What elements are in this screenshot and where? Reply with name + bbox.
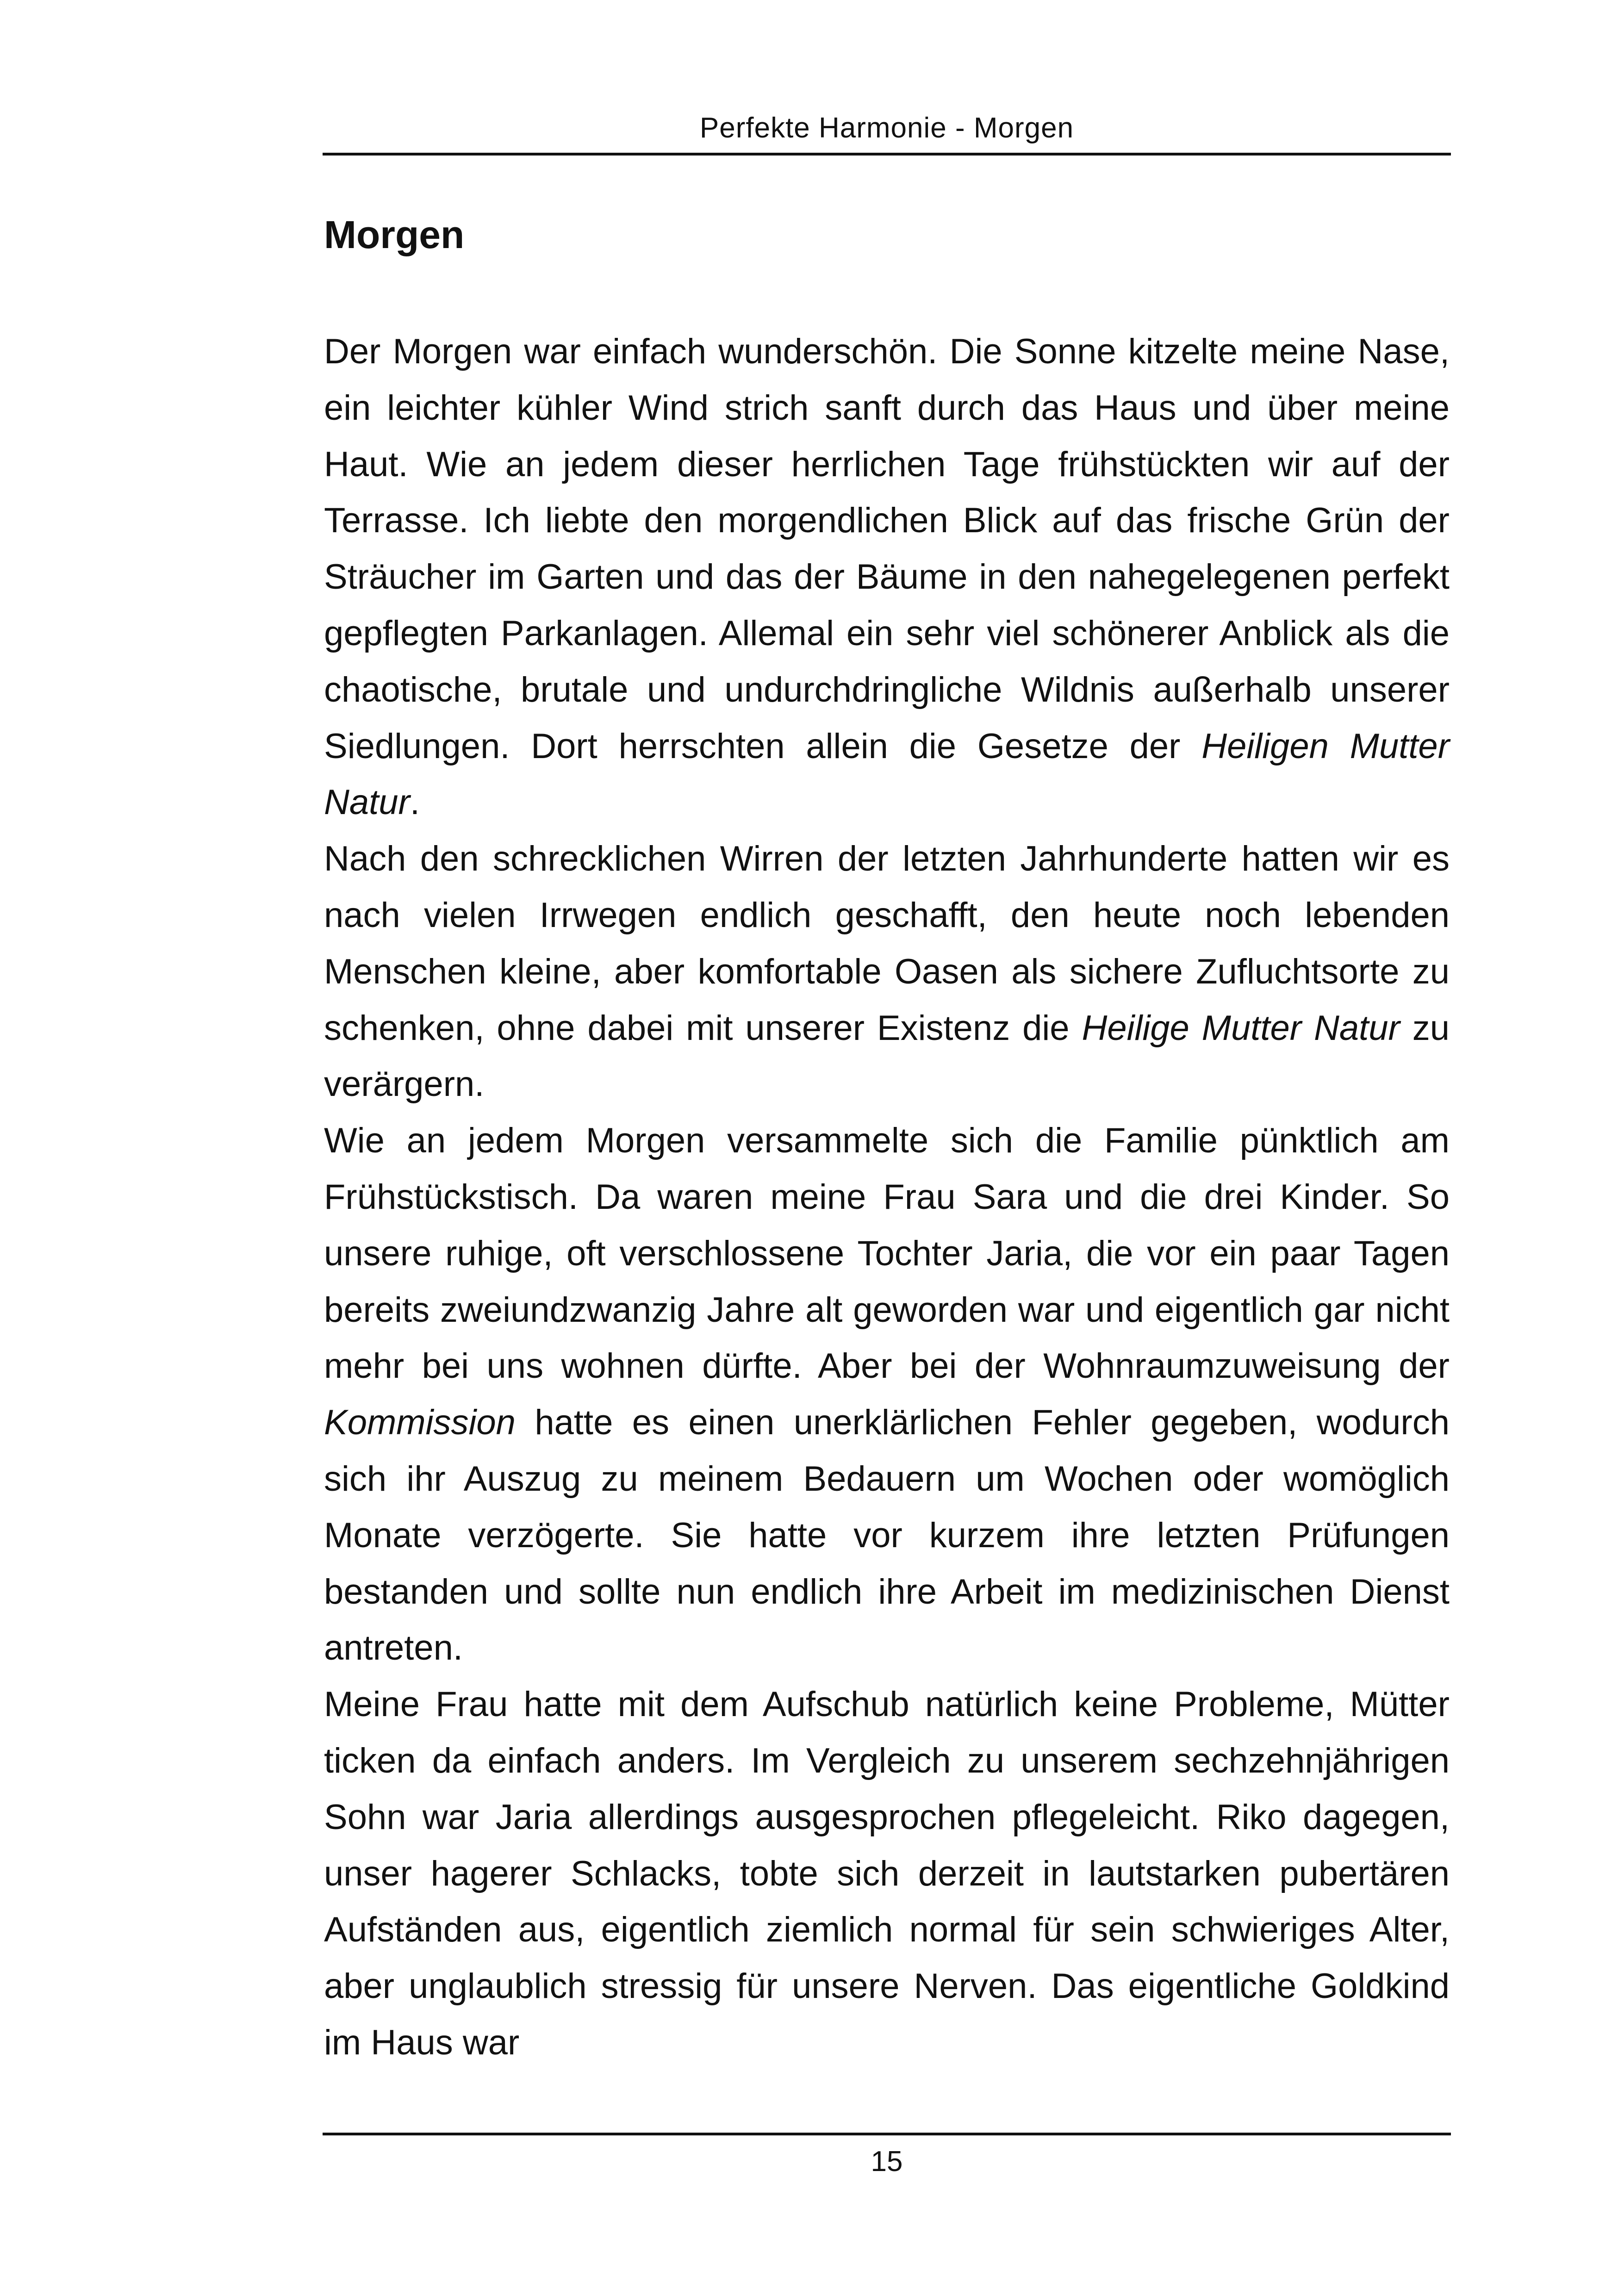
paragraph: Der Morgen war einfach wunderschön. Die Sonne kitzelte meine Nase, ein leichter kühler Wind strich sanft durch das Haus und über meine Haut. Wie an jedem dieser herrlichen Tage frühstückten wir auf der Terrasse. Ich liebte den morgendlichen Blick auf das frische Grün der Sträucher im Garten und das der Bäume in den nahegelegenen perfekt gepflegten Parkanlagen. Allemal ein sehr viel schönerer Anblick als die chaotische, brutale und undurchdringliche Wildnis außerhalb unserer Siedlungen. Dort herrschten allein die Gesetze der Heiligen Mutter Natur. — [324, 332, 1450, 822]
page-number: 15 — [871, 2146, 903, 2178]
running-header: Perfekte Harmonie - Morgen — [699, 112, 1074, 144]
header-rule — [323, 153, 1451, 156]
paragraph: Nach den schrecklichen Wirren der letzten Jahrhunderte hatten wir es nach vielen Irrwegen endlich geschafft, den heute noch lebenden Menschen kleine, aber komfortable Oasen als sichere Zufluchtsorte zu schenken, ohne dabei mit unserer Existenz die Heilige Mutter Natur zu verärgern. — [324, 839, 1450, 1104]
paragraph: Meine Frau hatte mit dem Aufschub natürlich keine Probleme, Mütter ticken da einfach anders. Im Vergleich zu unserem sechzehnjährigen Sohn war Jaria allerdings ausgesprochen pflegeleicht. Riko dagegen, unser hagerer Schlacks, tobte sich derzeit in lautstarken pubertären Aufständen aus, eigentlich ziemlich normal für sein schwieriges Alter, aber unglaublich stressig für unsere Nerven. Das eigentliche Goldkind im Haus war — [324, 1685, 1450, 2062]
body-text — [324, 324, 1450, 2071]
chapter-title: Morgen — [324, 213, 465, 256]
paragraph: Wie an jedem Morgen versammelte sich die Familie pünktlich am Frühstückstisch. Da waren meine Frau Sara und die drei Kinder. So unsere ruhige, oft verschlossene Tochter Jaria, die vor ein paar Tagen bereits zweiundzwanzig Jahre alt geworden war und eigentlich gar nicht mehr bei uns wohnen dürfte. Aber bei der Wohnraumzuweisung der Kommission hatte es einen unerklärlichen Fehler gegeben, wodurch sich ihr Auszug zu meinem Bedauern um Wochen oder womöglich Monate verzögerte. Sie hatte vor kurzem ihre letzten Prüfungen bestanden und sollte nun endlich ihre Arbeit im medizinischen Dienst antreten. — [324, 1121, 1450, 1668]
footer-rule — [323, 2133, 1451, 2135]
